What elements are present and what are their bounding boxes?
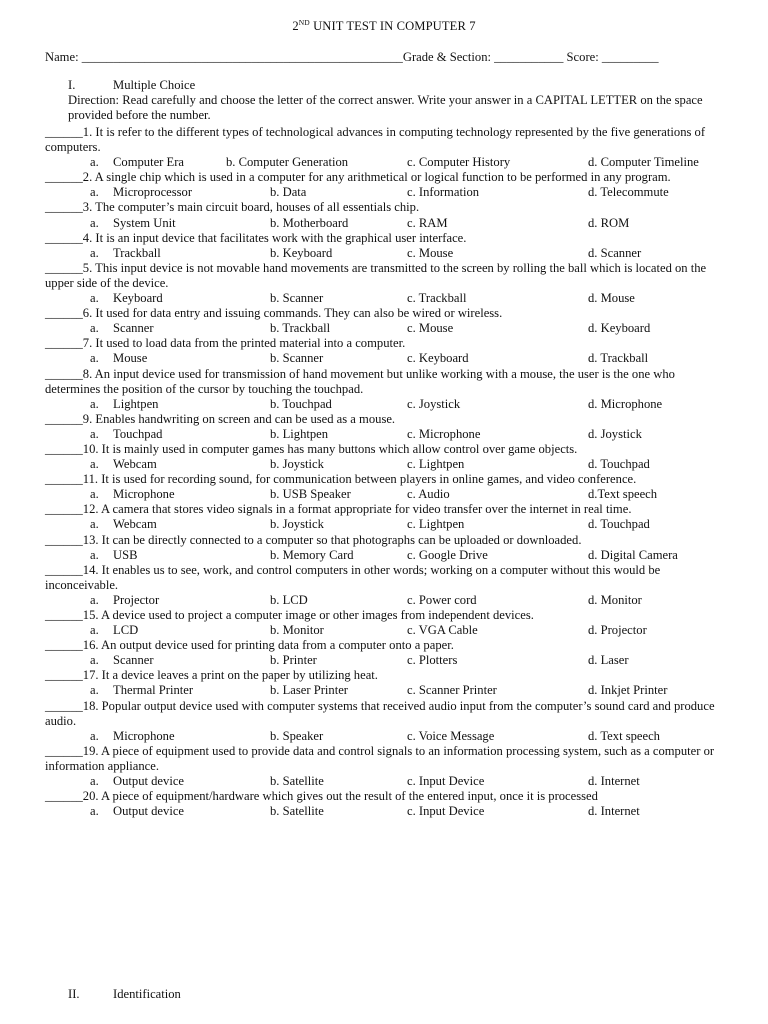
section-2-number: II. bbox=[68, 987, 80, 1001]
option-a-letter: a. bbox=[90, 245, 99, 260]
section-1-title: Multiple Choice bbox=[113, 78, 196, 92]
question-item bbox=[45, 608, 725, 638]
title-superscript: ND bbox=[298, 18, 310, 27]
option-b: b. Satellite bbox=[270, 774, 324, 789]
page-title bbox=[0, 18, 768, 34]
question-item bbox=[45, 200, 725, 230]
question-item bbox=[45, 261, 725, 306]
option-a-text: LCD bbox=[113, 623, 139, 638]
question-text: ______15. A device used to project a computer image or other images from independent devices. bbox=[45, 608, 534, 622]
option-b: b. Lightpen bbox=[270, 426, 329, 441]
option-c: c. Scanner Printer bbox=[407, 683, 497, 698]
option-c: c. Computer History bbox=[407, 155, 511, 170]
option-c: c. Microphone bbox=[407, 426, 481, 441]
option-a bbox=[90, 427, 162, 442]
option-d: d. Text speech bbox=[588, 728, 660, 743]
option-d: d. Inkjet Printer bbox=[588, 683, 668, 698]
option-b: b. Memory Card bbox=[270, 547, 354, 562]
option-a bbox=[90, 397, 158, 412]
answer-options bbox=[45, 683, 725, 698]
question-item bbox=[45, 367, 725, 412]
option-a-letter: a. bbox=[90, 592, 99, 607]
question-item bbox=[45, 472, 725, 502]
option-a-letter: a. bbox=[90, 291, 99, 306]
option-a-letter: a. bbox=[90, 804, 99, 819]
option-b: b. Monitor bbox=[270, 623, 324, 638]
option-a-letter: a. bbox=[90, 517, 99, 532]
question-text: ______19. A piece of equipment used to provide data and control signals to an information processing system, such as a computer or information appliance. bbox=[45, 743, 715, 773]
option-a-letter: a. bbox=[90, 457, 99, 472]
option-a-letter: a. bbox=[90, 426, 99, 441]
option-a-letter: a. bbox=[90, 623, 99, 638]
option-b: b. Satellite bbox=[270, 804, 324, 819]
section-1-heading bbox=[68, 78, 195, 93]
option-d: d. Laser bbox=[588, 653, 629, 668]
option-a-text: Mouse bbox=[113, 351, 148, 366]
option-b: b. Keyboard bbox=[270, 245, 333, 260]
option-a bbox=[90, 291, 163, 306]
answer-options bbox=[45, 321, 725, 336]
option-a-letter: a. bbox=[90, 351, 99, 366]
option-d: d. Monitor bbox=[588, 592, 642, 607]
question-text: ______1. It is refer to the different types of technological advances in computing technology represented by the five generations of computers. bbox=[45, 125, 706, 155]
question-text: ______4. It is an input device that facilitates work with the graphical user interface. bbox=[45, 230, 467, 245]
option-a bbox=[90, 729, 175, 744]
answer-options bbox=[45, 457, 725, 472]
option-b: b. LCD bbox=[270, 592, 308, 607]
option-a-text: Projector bbox=[113, 592, 160, 607]
option-b: b. Computer Generation bbox=[226, 155, 349, 170]
option-d: d. Internet bbox=[588, 804, 640, 819]
question-item bbox=[45, 699, 725, 744]
question-item bbox=[45, 563, 725, 608]
option-a bbox=[90, 351, 147, 366]
option-a-text: Webcam bbox=[113, 517, 157, 532]
section-1-number: I. bbox=[68, 78, 76, 92]
option-a-letter: a. bbox=[90, 653, 99, 668]
question-item bbox=[45, 533, 725, 563]
directions-text: Direction: Read carefully and choose the letter of the correct answer. Write your answer in a CAPITAL LETTER on the space provided before the number. bbox=[68, 93, 703, 123]
option-b: b. Laser Printer bbox=[270, 683, 348, 698]
question-item bbox=[45, 638, 725, 668]
option-c: c. Mouse bbox=[407, 321, 454, 336]
question-text: ______13. It can be directly connected to a computer so that photographs can be uploaded or downloaded. bbox=[45, 532, 582, 547]
answer-options bbox=[45, 185, 725, 200]
question-item bbox=[45, 336, 725, 366]
option-a-text: Output device bbox=[113, 804, 184, 819]
question-text: ______20. A piece of equipment/hardware which gives out the result of the entered input, once it is processed bbox=[45, 789, 598, 804]
question-item bbox=[45, 789, 725, 819]
option-a bbox=[90, 548, 138, 563]
section-2-title: Identification bbox=[113, 987, 181, 1001]
section-2-heading bbox=[68, 987, 181, 1002]
option-d: d. Telecommute bbox=[588, 185, 669, 200]
question-item bbox=[45, 306, 725, 336]
question-text: ______14. It enables us to see, work, and control computers in other words; working on a computer without this would be inconceivable. bbox=[45, 562, 661, 592]
option-a-text: Touchpad bbox=[113, 426, 163, 441]
option-b: b. Data bbox=[270, 185, 307, 200]
option-a-text: System Unit bbox=[113, 215, 176, 230]
option-b: b. Joystick bbox=[270, 457, 324, 472]
option-c: c. Trackball bbox=[407, 291, 467, 306]
option-a-text: Trackball bbox=[113, 245, 161, 260]
answer-options bbox=[45, 517, 725, 532]
option-c: c. Input Device bbox=[407, 774, 485, 789]
option-d: d. Scanner bbox=[588, 245, 642, 260]
option-d: d.Text speech bbox=[588, 487, 658, 502]
option-d: d. Mouse bbox=[588, 291, 635, 306]
name-grade-score-line: Name: ___________________________________________________Grade & Section: ___________ Score: _________ bbox=[45, 50, 659, 64]
option-d: d. Joystick bbox=[588, 426, 642, 441]
answer-options bbox=[45, 804, 725, 819]
question-item bbox=[45, 125, 725, 170]
option-b: b. Scanner bbox=[270, 351, 324, 366]
answer-options bbox=[45, 397, 725, 412]
option-a-letter: a. bbox=[90, 321, 99, 336]
question-text: ______7. It used to load data from the printed material into a computer. bbox=[45, 336, 406, 351]
option-a-text: Output device bbox=[113, 774, 184, 789]
option-c: c. Lightpen bbox=[407, 457, 465, 472]
option-a-text: Lightpen bbox=[113, 396, 159, 411]
question-text: ______2. A single chip which is used in a computer for any arithmetical or logical function to be performed in any program. bbox=[45, 170, 671, 185]
answer-options bbox=[45, 623, 725, 638]
option-a-letter: a. bbox=[90, 185, 99, 200]
option-d: d. Touchpad bbox=[588, 517, 650, 532]
question-text: ______3. The computer’s main circuit board, houses of all essentials chip. bbox=[45, 200, 420, 215]
answer-options bbox=[45, 653, 725, 668]
option-a bbox=[90, 246, 161, 261]
option-c: c. Plotters bbox=[407, 653, 458, 668]
question-text: ______10. It is mainly used in computer games has many buttons which allow control over game objects. bbox=[45, 441, 578, 456]
option-c: c. Input Device bbox=[407, 804, 485, 819]
option-d: d. Microphone bbox=[588, 396, 663, 411]
option-a bbox=[90, 487, 175, 502]
option-b: b. Touchpad bbox=[270, 396, 332, 411]
option-b: b. Speaker bbox=[270, 728, 324, 743]
option-a-letter: a. bbox=[90, 487, 99, 502]
question-text: ______17. It a device leaves a print on the paper by utilizing heat. bbox=[45, 668, 378, 683]
option-b: b. Printer bbox=[270, 653, 317, 668]
answer-options bbox=[45, 487, 725, 502]
option-b: b. Trackball bbox=[270, 321, 331, 336]
option-a-letter: a. bbox=[90, 728, 99, 743]
option-a-text: Microphone bbox=[113, 728, 175, 743]
option-a bbox=[90, 155, 184, 170]
answer-options bbox=[45, 216, 725, 231]
option-b: b. Joystick bbox=[270, 517, 324, 532]
option-a bbox=[90, 185, 192, 200]
option-a bbox=[90, 623, 138, 638]
option-d: d. Digital Camera bbox=[588, 547, 678, 562]
option-a-letter: a. bbox=[90, 155, 99, 170]
answer-options bbox=[45, 246, 725, 261]
option-a-text: USB bbox=[113, 547, 138, 562]
question-list bbox=[45, 125, 725, 819]
option-a-text: Microphone bbox=[113, 487, 175, 502]
option-a-text: Thermal Printer bbox=[113, 683, 194, 698]
option-c: c. Voice Message bbox=[407, 728, 495, 743]
option-a bbox=[90, 774, 184, 789]
option-a-text: Scanner bbox=[113, 653, 154, 668]
option-a bbox=[90, 321, 154, 336]
option-a bbox=[90, 517, 157, 532]
option-c: c. Power cord bbox=[407, 592, 477, 607]
question-text: ______9. Enables handwriting on screen and can be used as a mouse. bbox=[45, 411, 396, 426]
option-c: c. Lightpen bbox=[407, 517, 465, 532]
option-d: d. Computer Timeline bbox=[588, 155, 699, 170]
option-d: d. Keyboard bbox=[588, 321, 651, 336]
option-c: c. Keyboard bbox=[407, 351, 469, 366]
option-a-letter: a. bbox=[90, 547, 99, 562]
question-item bbox=[45, 170, 725, 200]
option-a-letter: a. bbox=[90, 396, 99, 411]
option-b: b. Motherboard bbox=[270, 215, 349, 230]
question-text: ______16. An output device used for printing data from a computer onto a paper. bbox=[45, 638, 454, 653]
option-a-text: Keyboard bbox=[113, 291, 163, 306]
option-c: c. Information bbox=[407, 185, 480, 200]
title-rest: UNIT TEST IN COMPUTER 7 bbox=[309, 19, 476, 33]
option-a-text: Computer Era bbox=[113, 155, 184, 170]
option-d: d. Trackball bbox=[588, 351, 649, 366]
question-text: ______6. It used for data entry and issuing commands. They can also be wired or wireless. bbox=[45, 306, 503, 321]
question-text: ______5. This input device is not movable hand movements are transmitted to the screen by rolling the ball which is located on the upper side of the device. bbox=[45, 260, 707, 290]
question-item bbox=[45, 231, 725, 261]
option-a bbox=[90, 683, 193, 698]
answer-options bbox=[45, 291, 725, 306]
option-a-letter: a. bbox=[90, 683, 99, 698]
option-a-text: Webcam bbox=[113, 457, 157, 472]
option-a-text: Microprocessor bbox=[113, 185, 193, 200]
option-c: c. Google Drive bbox=[407, 547, 488, 562]
question-item bbox=[45, 744, 725, 789]
option-d: d. Internet bbox=[588, 774, 640, 789]
option-a bbox=[90, 653, 154, 668]
option-a bbox=[90, 216, 176, 231]
answer-options bbox=[45, 351, 725, 366]
question-text: ______8. An input device used for transmission of hand movement but unlike working with a mouse, the user is the one who determines the position of the cursor by touching the touchpad. bbox=[45, 366, 675, 396]
option-d: d. ROM bbox=[588, 215, 630, 230]
title-prefix: 2 bbox=[292, 19, 299, 33]
option-a bbox=[90, 804, 184, 819]
question-text: ______18. Popular output device used with computer systems that received audio input from the computer’s sound card and produce audio. bbox=[45, 698, 715, 728]
answer-options bbox=[45, 548, 725, 563]
option-d: d. Projector bbox=[588, 623, 647, 638]
answer-options bbox=[45, 774, 725, 789]
option-a-letter: a. bbox=[90, 215, 99, 230]
option-c: c. Audio bbox=[407, 487, 450, 502]
question-item bbox=[45, 412, 725, 442]
answer-options bbox=[45, 593, 725, 608]
option-c: c. Mouse bbox=[407, 245, 454, 260]
option-d: d. Touchpad bbox=[588, 457, 650, 472]
option-a-text: Scanner bbox=[113, 321, 154, 336]
option-a-letter: a. bbox=[90, 774, 99, 789]
option-c: c. Joystick bbox=[407, 396, 461, 411]
question-text: ______11. It is used for recording sound, for communication between players in online games, and video conference. bbox=[45, 472, 637, 487]
question-text: ______12. A camera that stores video signals in a format appropriate for video transfer over the internet in real time. bbox=[45, 502, 632, 517]
question-item bbox=[45, 442, 725, 472]
option-c: c. VGA Cable bbox=[407, 623, 478, 638]
answer-options bbox=[45, 427, 725, 442]
option-a bbox=[90, 593, 159, 608]
option-a bbox=[90, 457, 157, 472]
answer-options bbox=[45, 729, 725, 744]
question-item bbox=[45, 668, 725, 698]
question-item bbox=[45, 502, 725, 532]
answer-options bbox=[45, 155, 725, 170]
option-b: b. Scanner bbox=[270, 291, 324, 306]
option-c: c. RAM bbox=[407, 215, 448, 230]
option-b: b. USB Speaker bbox=[270, 487, 351, 502]
